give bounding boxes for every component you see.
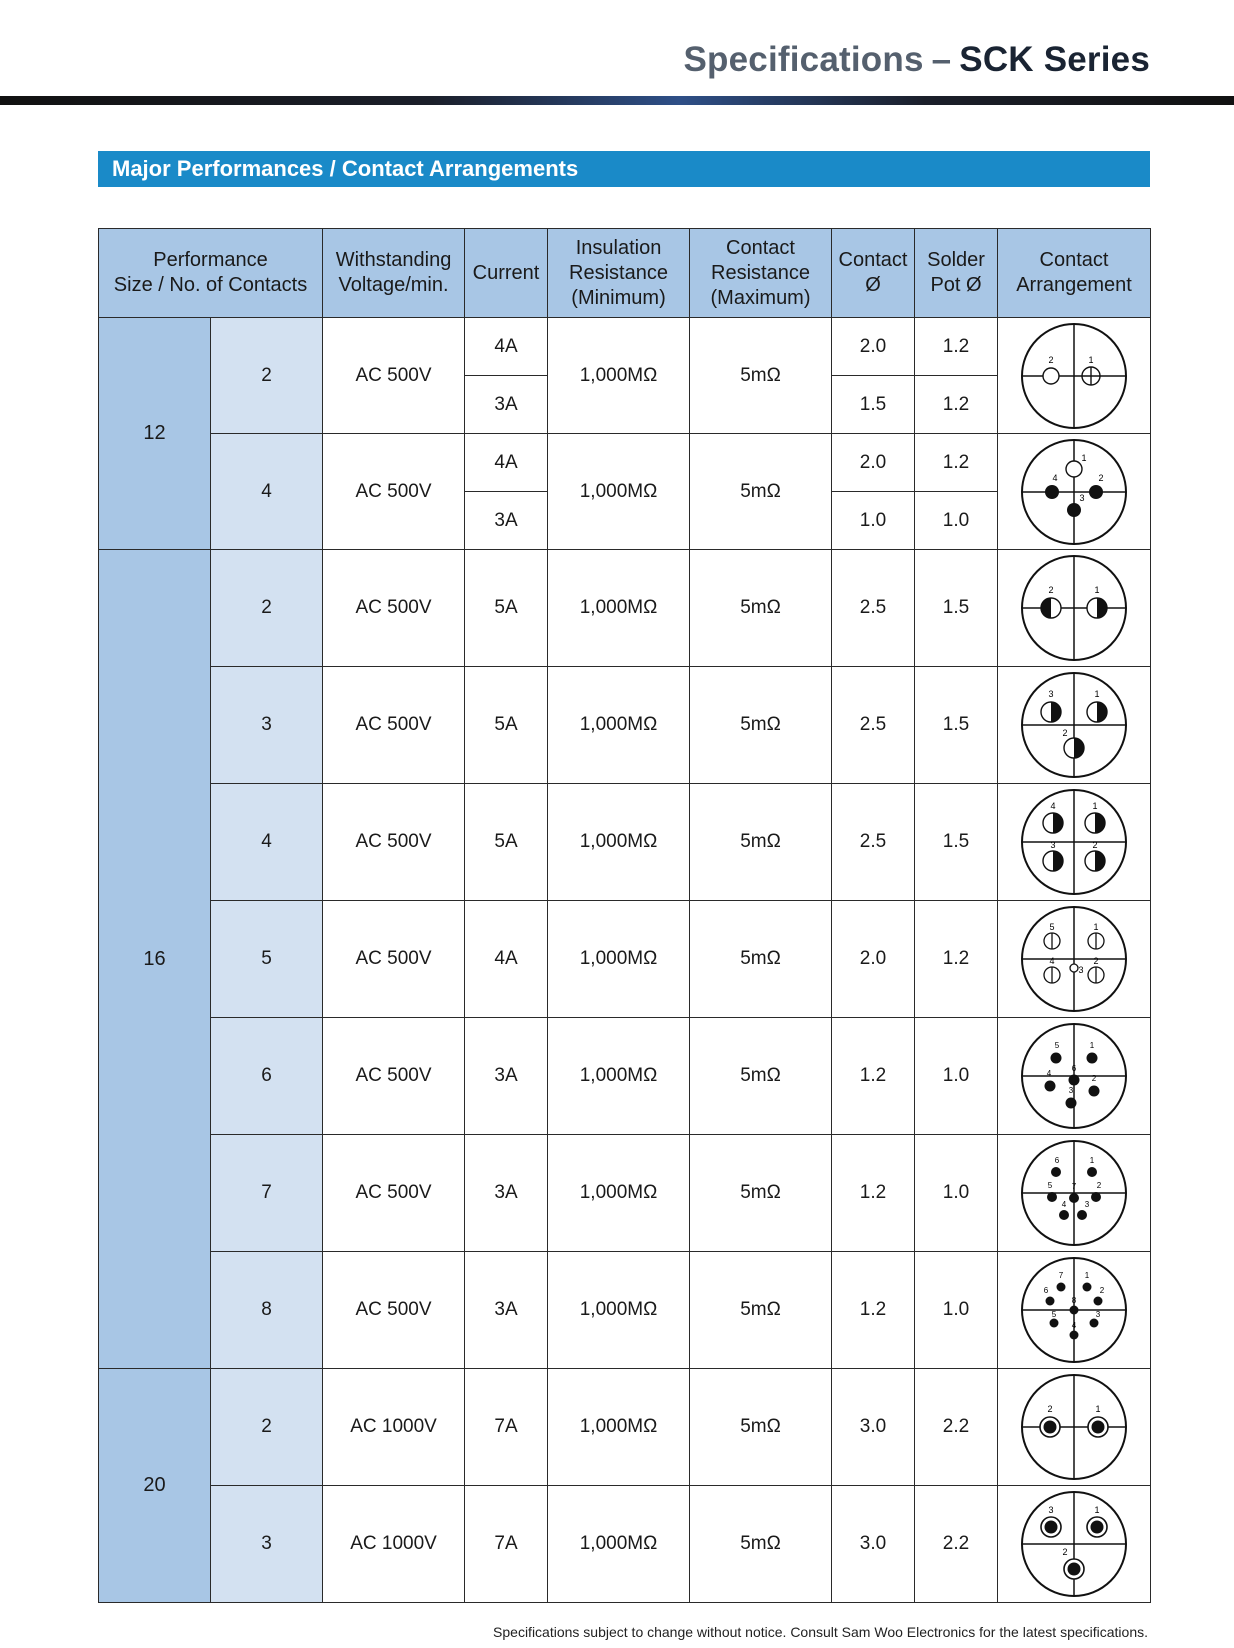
contacts-cell: 2	[211, 318, 323, 434]
svg-text:3: 3	[1048, 689, 1054, 699]
current-cell: 4A	[465, 901, 548, 1018]
svg-text:1: 1	[1088, 354, 1094, 365]
contacts-cell: 4	[211, 434, 323, 550]
svg-text:2: 2	[1048, 354, 1054, 365]
svg-text:4: 4	[1071, 1321, 1077, 1330]
arrangement-cell	[998, 1018, 1151, 1135]
resistance-cell: 5mΩ	[690, 901, 832, 1018]
svg-text:2: 2	[1098, 472, 1104, 483]
solder-pot-cell: 1.2	[915, 434, 998, 492]
insulation-cell: 1,000MΩ	[548, 1018, 690, 1135]
svg-text:1: 1	[1089, 1156, 1095, 1165]
solder-pot-cell: 1.2	[915, 318, 998, 376]
header-insulation: Insulation Resistance (Minimum)	[548, 229, 690, 318]
table-row	[99, 550, 1151, 667]
svg-text:3: 3	[1079, 492, 1085, 503]
insulation-cell: 1,000MΩ	[548, 667, 690, 784]
svg-text:5: 5	[1049, 922, 1055, 932]
current-cell: 3A	[465, 1135, 548, 1252]
table-row	[99, 784, 1151, 901]
contact-dia-cell: 3.0	[832, 1486, 915, 1603]
current-cell: 5A	[465, 784, 548, 901]
svg-text:6: 6	[1071, 1064, 1077, 1073]
insulation-cell: 1,000MΩ	[548, 1135, 690, 1252]
contact-dia-cell: 1.0	[832, 492, 915, 550]
header-rule	[0, 96, 1234, 105]
voltage-cell: AC 1000V	[323, 1486, 465, 1603]
solder-pot-cell: 1.2	[915, 376, 998, 434]
footer-note: Specifications subject to change without notice. Consult Sam Woo Electronics for the latest specifications.	[493, 1624, 1148, 1640]
contact-arrangement-diagram	[1019, 1021, 1129, 1131]
solder-pot-cell: 1.5	[915, 667, 998, 784]
voltage-cell: AC 500V	[323, 1135, 465, 1252]
svg-text:1: 1	[1092, 801, 1098, 811]
header-voltage: Withstanding Voltage/min.	[323, 229, 465, 318]
svg-text:5: 5	[1051, 1310, 1057, 1319]
voltage-cell: AC 500V	[323, 1018, 465, 1135]
contact-dia-cell: 2.5	[832, 784, 915, 901]
svg-text:4: 4	[1046, 1069, 1052, 1078]
voltage-cell: AC 500V	[323, 434, 465, 550]
contact-dia-cell: 2.0	[832, 901, 915, 1018]
contacts-cell: 8	[211, 1252, 323, 1369]
resistance-cell: 5mΩ	[690, 1252, 832, 1369]
contacts-cell: 4	[211, 784, 323, 901]
svg-text:7: 7	[1071, 1182, 1077, 1191]
current-cell: 3A	[465, 1018, 548, 1135]
resistance-cell: 5mΩ	[690, 318, 832, 434]
contact-arrangement-diagram	[1019, 670, 1129, 780]
svg-text:2: 2	[1062, 1547, 1068, 1557]
title-dash: –	[931, 40, 952, 79]
svg-text:3: 3	[1050, 840, 1056, 850]
svg-text:1: 1	[1094, 689, 1100, 699]
header-arrangement: Contact Arrangement	[998, 229, 1151, 318]
solder-pot-cell: 2.2	[915, 1486, 998, 1603]
contacts-cell: 7	[211, 1135, 323, 1252]
current-cell: 7A	[465, 1486, 548, 1603]
svg-text:3: 3	[1095, 1310, 1101, 1319]
resistance-cell: 5mΩ	[690, 434, 832, 550]
contacts-cell: 3	[211, 667, 323, 784]
solder-pot-cell: 1.0	[915, 1135, 998, 1252]
svg-text:2: 2	[1096, 1181, 1102, 1190]
resistance-cell: 5mΩ	[690, 784, 832, 901]
voltage-cell: AC 500V	[323, 901, 465, 1018]
arrangement-cell	[998, 667, 1151, 784]
svg-text:5: 5	[1047, 1181, 1053, 1190]
current-cell: 5A	[465, 667, 548, 784]
current-cell: 4A	[465, 318, 548, 376]
insulation-cell: 1,000MΩ	[548, 550, 690, 667]
contacts-cell: 3	[211, 1486, 323, 1603]
svg-text:5: 5	[1054, 1041, 1060, 1050]
arrangement-cell	[998, 434, 1151, 550]
voltage-cell: AC 1000V	[323, 1369, 465, 1486]
table-row	[99, 1252, 1151, 1369]
current-cell: 3A	[465, 376, 548, 434]
section-title: Major Performances / Contact Arrangements	[98, 151, 1150, 187]
svg-text:2: 2	[1099, 1286, 1105, 1295]
current-cell: 7A	[465, 1369, 548, 1486]
svg-text:3: 3	[1068, 1086, 1074, 1095]
table-row	[99, 1486, 1151, 1603]
svg-text:1: 1	[1094, 585, 1100, 595]
contact-arrangement-diagram	[1019, 1372, 1129, 1482]
resistance-cell: 5mΩ	[690, 667, 832, 784]
resistance-cell: 5mΩ	[690, 1135, 832, 1252]
contact-arrangement-diagram	[1019, 904, 1129, 1014]
arrangement-cell	[998, 784, 1151, 901]
contacts-cell: 2	[211, 550, 323, 667]
voltage-cell: AC 500V	[323, 318, 465, 434]
svg-text:7: 7	[1058, 1271, 1064, 1280]
svg-text:4: 4	[1052, 472, 1058, 483]
svg-text:2: 2	[1048, 585, 1054, 595]
contact-arrangement-diagram	[1019, 437, 1129, 547]
svg-text:3: 3	[1048, 1505, 1054, 1515]
solder-pot-cell: 1.0	[915, 492, 998, 550]
insulation-cell: 1,000MΩ	[548, 434, 690, 550]
title-specifications: Specifications	[683, 40, 924, 79]
contact-dia-cell: 2.0	[832, 434, 915, 492]
svg-text:3: 3	[1084, 1200, 1090, 1209]
solder-pot-cell: 1.5	[915, 550, 998, 667]
current-cell: 4A	[465, 434, 548, 492]
arrangement-cell	[998, 1486, 1151, 1603]
table-row	[99, 434, 1151, 492]
contact-arrangement-diagram	[1019, 553, 1129, 663]
solder-pot-cell: 1.2	[915, 901, 998, 1018]
size-cell: 12	[99, 318, 211, 550]
insulation-cell: 1,000MΩ	[548, 784, 690, 901]
contact-dia-cell: 1.2	[832, 1135, 915, 1252]
svg-text:2: 2	[1092, 840, 1098, 850]
page-title	[684, 40, 1150, 80]
svg-text:3: 3	[1078, 965, 1084, 975]
voltage-cell: AC 500V	[323, 667, 465, 784]
table-row	[99, 1018, 1151, 1135]
contact-dia-cell: 1.2	[832, 1018, 915, 1135]
insulation-cell: 1,000MΩ	[548, 1252, 690, 1369]
voltage-cell: AC 500V	[323, 1252, 465, 1369]
insulation-cell: 1,000MΩ	[548, 1486, 690, 1603]
resistance-cell: 5mΩ	[690, 1018, 832, 1135]
table-row	[99, 1135, 1151, 1252]
svg-text:8: 8	[1071, 1296, 1077, 1305]
current-cell: 3A	[465, 1252, 548, 1369]
insulation-cell: 1,000MΩ	[548, 1369, 690, 1486]
voltage-cell: AC 500V	[323, 550, 465, 667]
svg-text:1: 1	[1081, 452, 1087, 463]
contact-dia-cell: 1.5	[832, 376, 915, 434]
arrangement-cell	[998, 901, 1151, 1018]
header-solder-pot: Solder Pot Ø	[915, 229, 998, 318]
contact-dia-cell: 3.0	[832, 1369, 915, 1486]
arrangement-cell	[998, 1135, 1151, 1252]
resistance-cell: 5mΩ	[690, 1369, 832, 1486]
header-contact-diameter: Contact Ø	[832, 229, 915, 318]
table-row	[99, 901, 1151, 1018]
solder-pot-cell: 1.0	[915, 1252, 998, 1369]
svg-text:1: 1	[1093, 922, 1099, 932]
insulation-cell: 1,000MΩ	[548, 901, 690, 1018]
contacts-cell: 2	[211, 1369, 323, 1486]
size-cell: 20	[99, 1369, 211, 1603]
arrangement-cell	[998, 1369, 1151, 1486]
header-performance: Performance Size / No. of Contacts	[99, 229, 323, 318]
table-row	[99, 1369, 1151, 1486]
svg-text:2: 2	[1062, 728, 1068, 738]
table-row	[99, 667, 1151, 784]
header-contact-resistance: Contact Resistance (Maximum)	[690, 229, 832, 318]
voltage-cell: AC 500V	[323, 784, 465, 901]
contact-dia-cell: 2.0	[832, 318, 915, 376]
spec-table	[98, 228, 1151, 1603]
table-row	[99, 318, 1151, 376]
svg-text:6: 6	[1043, 1286, 1049, 1295]
svg-text:4: 4	[1061, 1200, 1067, 1209]
svg-text:4: 4	[1049, 956, 1055, 966]
header-current: Current	[465, 229, 548, 318]
resistance-cell: 5mΩ	[690, 1486, 832, 1603]
insulation-cell: 1,000MΩ	[548, 318, 690, 434]
title-series: SCK Series	[959, 40, 1150, 79]
arrangement-cell	[998, 1252, 1151, 1369]
contact-arrangement-diagram	[1019, 787, 1129, 897]
svg-text:1: 1	[1094, 1505, 1100, 1515]
solder-pot-cell: 1.5	[915, 784, 998, 901]
svg-text:2: 2	[1091, 1074, 1097, 1083]
solder-pot-cell: 2.2	[915, 1369, 998, 1486]
size-cell: 16	[99, 550, 211, 1369]
svg-text:4: 4	[1050, 801, 1056, 811]
svg-text:1: 1	[1095, 1404, 1101, 1414]
contact-dia-cell: 1.2	[832, 1252, 915, 1369]
contacts-cell: 5	[211, 901, 323, 1018]
contact-dia-cell: 2.5	[832, 667, 915, 784]
current-cell: 3A	[465, 492, 548, 550]
svg-text:1: 1	[1084, 1271, 1090, 1280]
svg-text:1: 1	[1089, 1041, 1095, 1050]
svg-text:6: 6	[1054, 1156, 1060, 1165]
contact-arrangement-diagram	[1019, 1138, 1129, 1248]
current-cell: 5A	[465, 550, 548, 667]
svg-text:2: 2	[1047, 1404, 1053, 1414]
contact-dia-cell: 2.5	[832, 550, 915, 667]
svg-text:2: 2	[1093, 956, 1099, 966]
solder-pot-cell: 1.0	[915, 1018, 998, 1135]
contact-arrangement-diagram	[1019, 1255, 1129, 1365]
resistance-cell: 5mΩ	[690, 550, 832, 667]
arrangement-cell	[998, 318, 1151, 434]
contacts-cell: 6	[211, 1018, 323, 1135]
contact-arrangement-diagram	[1019, 1489, 1129, 1599]
header-row	[99, 229, 1151, 318]
arrangement-cell	[998, 550, 1151, 667]
contact-arrangement-diagram	[1019, 321, 1129, 431]
